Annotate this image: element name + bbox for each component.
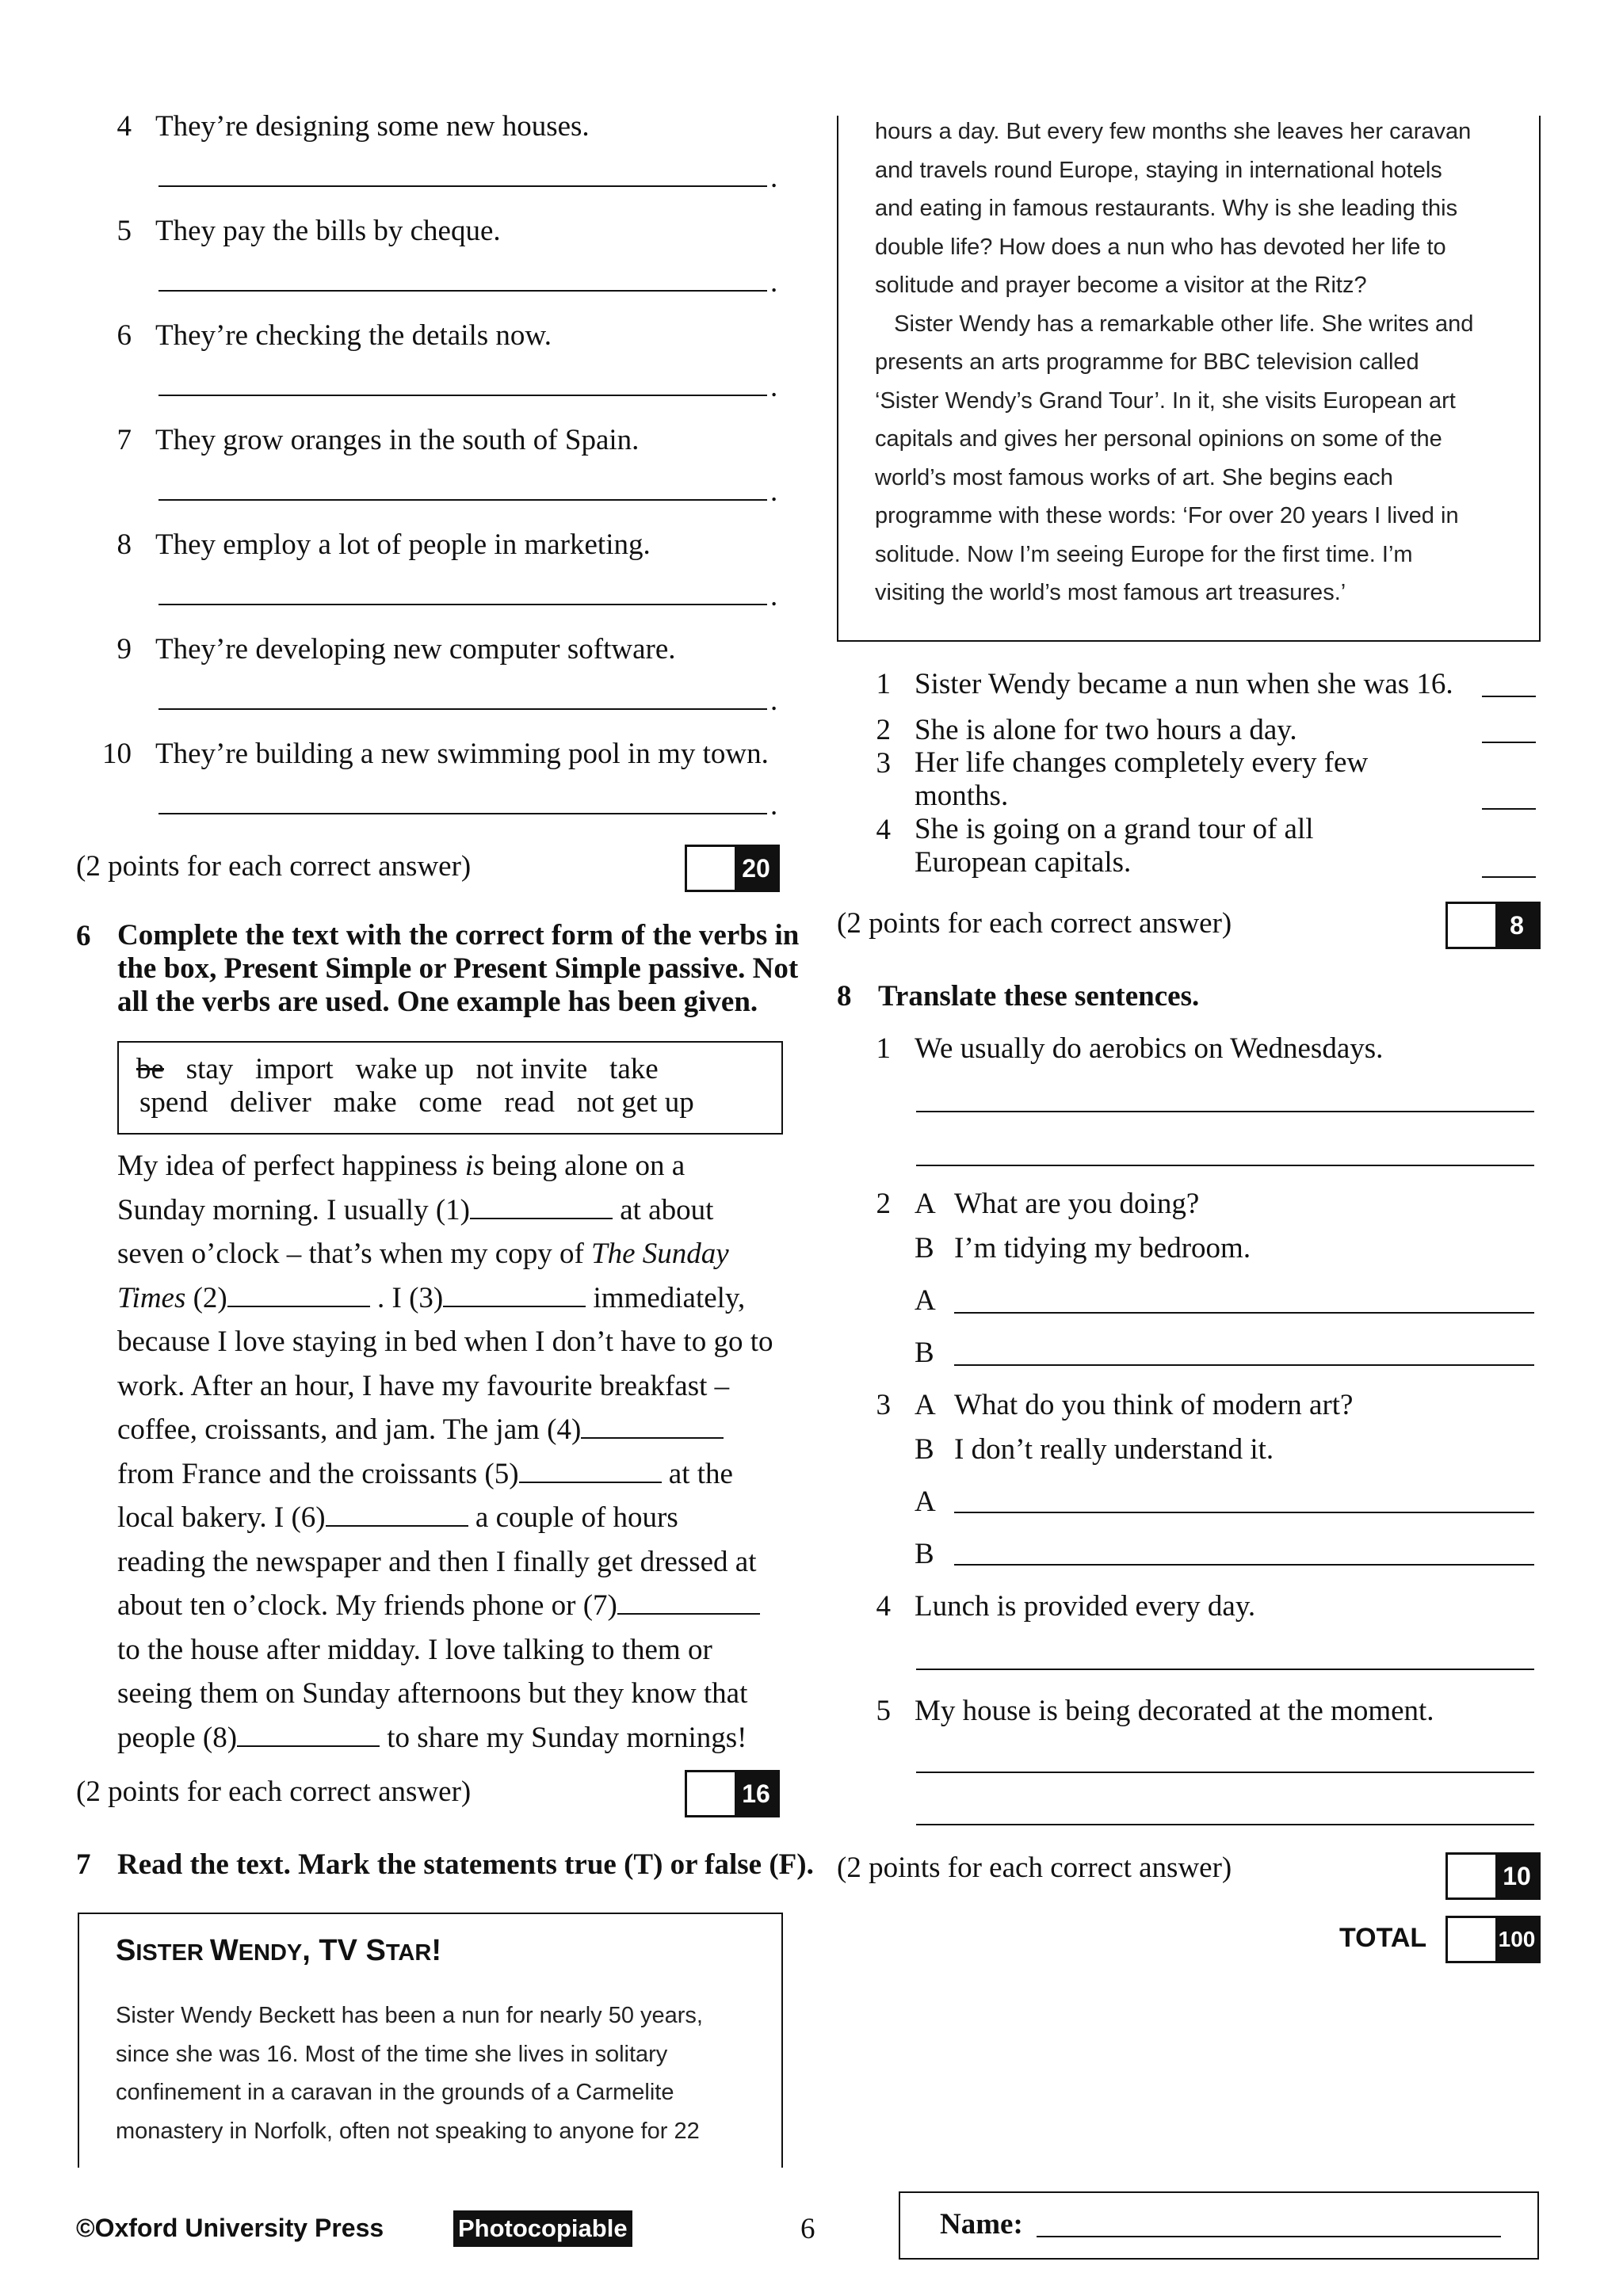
exercise-instruction: Translate these sentences. xyxy=(878,980,1200,1013)
gap-fill-text: My idea of perfect happiness is being alone on a Sunday morning. I usually (1) at about seven o’clock – that’s when my copy of The Sunday Times (2) . I (3) immediately, because I love staying in bed when I don’t have to go to work. After an hour, I have my favourite breakfast – coffee, croissants, and jam. The jam (4) from France and the croissants (5) at the local bakery. I (6) a couple of hours reading the newspaper and then I finally get dressed at about ten o’clock. My friends phone or (7) to the house after midday. I love talking to them or seeing them on Sunday afternoons but they know that people (8) to share my Sunday mornings! xyxy=(117,1150,773,1754)
statement-text: Sister Wendy became a nun when she was 16. xyxy=(915,668,1453,700)
page-number: 6 xyxy=(800,2213,815,2245)
answer-line[interactable] xyxy=(158,604,767,605)
verb-box-line: spend deliver make come read not get up xyxy=(139,1086,694,1119)
sentence: My house is being decorated at the moment. xyxy=(915,1695,1434,1727)
statement-text: Her life changes completely every few months. xyxy=(915,746,1369,812)
statement-text: She is alone for two hours a day. xyxy=(915,714,1297,746)
translation-line[interactable] xyxy=(954,1364,1534,1366)
tf-answer-line[interactable] xyxy=(1482,696,1536,697)
speaker-label: A xyxy=(915,1486,936,1518)
item-sentence: They pay the bills by cheque. xyxy=(155,215,501,247)
points-note: (2 points for each correct answer) xyxy=(837,1852,1232,1884)
score-box[interactable] xyxy=(685,845,780,892)
item-number: 7 xyxy=(116,424,132,456)
answer-line[interactable] xyxy=(158,395,767,396)
full-stop: . xyxy=(770,475,778,508)
item-number: 4 xyxy=(876,1590,891,1623)
gap-7[interactable] xyxy=(617,1589,760,1615)
sentence: We usually do aerobics on Wednesdays. xyxy=(915,1032,1384,1065)
item-number: 9 xyxy=(116,633,132,666)
reading-title: SISTER WENDY, TV STAR! xyxy=(116,1934,441,1967)
statement-number: 2 xyxy=(876,714,891,746)
full-stop: . xyxy=(770,266,778,299)
gap-2[interactable] xyxy=(227,1282,370,1307)
points-note: (2 points for each correct answer) xyxy=(76,1775,472,1808)
exercise-number: 6 xyxy=(76,920,91,952)
answer-line[interactable] xyxy=(158,499,767,501)
translation-line[interactable] xyxy=(916,1669,1534,1670)
translation-line[interactable] xyxy=(916,1165,1534,1166)
full-stop: . xyxy=(770,789,778,822)
sentence: What are you doing? xyxy=(954,1188,1200,1220)
total-label: TOTAL xyxy=(1339,1923,1427,1953)
score-value: 20 xyxy=(735,847,777,890)
item-number: 3 xyxy=(876,1389,891,1421)
translation-line[interactable] xyxy=(916,1824,1534,1825)
item-number: 5 xyxy=(116,215,132,247)
speaker-label: B xyxy=(915,1433,934,1466)
points-note: (2 points for each correct answer) xyxy=(837,907,1232,940)
full-stop: . xyxy=(770,162,778,194)
full-stop: . xyxy=(770,685,778,717)
instruction-line: the box, Present Simple or Present Simple passive. Not xyxy=(117,952,799,985)
item-number: 6 xyxy=(116,319,132,352)
score-box[interactable] xyxy=(1445,902,1541,949)
exercise-instruction xyxy=(117,919,799,1019)
gap-6[interactable] xyxy=(326,1501,468,1527)
sentence: Lunch is provided every day. xyxy=(915,1590,1256,1623)
speaker-label: A xyxy=(915,1389,936,1421)
item-sentence: They grow oranges in the south of Spain. xyxy=(155,424,640,456)
copyright: ©Oxford University Press xyxy=(76,2214,384,2242)
speaker-label: B xyxy=(915,1232,934,1264)
item-number: 8 xyxy=(116,528,132,561)
answer-line[interactable] xyxy=(158,708,767,710)
translation-line[interactable] xyxy=(954,1512,1534,1513)
name-label: Name: xyxy=(940,2208,1023,2241)
exercise-number: 8 xyxy=(837,980,852,1013)
statement-text: She is going on a grand tour of all European capitals. xyxy=(915,813,1314,879)
item-number: 4 xyxy=(116,110,132,143)
gap-3[interactable] xyxy=(443,1282,586,1307)
item-sentence: They’re designing some new houses. xyxy=(155,110,590,143)
instruction-line: all the verbs are used. One example has been given. xyxy=(117,986,758,1018)
name-input-line[interactable] xyxy=(1037,2236,1501,2237)
sentence: I don’t really understand it. xyxy=(954,1433,1274,1466)
item-sentence: They’re building a new swimming pool in my town. xyxy=(155,738,769,770)
score-value: 16 xyxy=(735,1772,777,1815)
item-number: 10 xyxy=(102,738,132,770)
full-stop: . xyxy=(770,371,778,403)
points-note: (2 points for each correct answer) xyxy=(76,850,472,883)
tf-answer-line[interactable] xyxy=(1482,876,1536,878)
gap-4[interactable] xyxy=(581,1413,724,1439)
instruction-line: Complete the text with the correct form of the verbs in xyxy=(117,919,800,952)
reading-passage-part-1: Sister Wendy Beckett has been a nun for nearly 50 years, since she was 16. Most of the time she lives in solitary confinement in a caravan in the grounds of a Carmelite monastery in Norfolk, often not speaking to anyone for 22 xyxy=(116,2003,703,2144)
speaker-label: B xyxy=(915,1538,934,1570)
item-number: 2 xyxy=(876,1188,891,1220)
speaker-label: A xyxy=(915,1284,936,1317)
translation-line[interactable] xyxy=(916,1111,1534,1112)
reading-passage-part-2: hours a day. But every few months she leaves her caravan and travels round Europe, staying in international hotels and eating in famous restaurants. Why is she leading this double life? How does a nun who has devoted her life to solitude and prayer become a visitor at the Ritz? Sister Wendy has a remarkable other life. She writes and presents an arts programme for BBC television called ‘Sister Wendy’s Grand Tour’. In it, she visits European art capitals and gives her personal opinions on some of the world’s most famous works of art. She begins each programme with these words: ‘For over 20 years I lived in solitude. Now I’m seeing Europe for the first time. I’m visiting the world’s most famous art treasures.’ xyxy=(875,119,1474,605)
photocopiable-badge: Photocopiable xyxy=(453,2210,632,2247)
translation-line[interactable] xyxy=(954,1312,1534,1314)
translation-line[interactable] xyxy=(916,1772,1534,1773)
item-number: 5 xyxy=(876,1695,891,1727)
statement-number: 4 xyxy=(876,814,891,846)
example-struck-verb: be xyxy=(136,1053,164,1085)
score-box[interactable] xyxy=(1445,1852,1541,1900)
gap-1[interactable] xyxy=(470,1194,613,1219)
answer-line[interactable] xyxy=(158,185,767,187)
speaker-label: A xyxy=(915,1188,936,1220)
verb-box-line xyxy=(136,1052,659,1087)
statement-number: 3 xyxy=(876,747,891,780)
verb-list: stay import wake up not invite take xyxy=(185,1053,659,1085)
item-sentence: They employ a lot of people in marketing. xyxy=(155,528,651,561)
statement-number: 1 xyxy=(876,668,891,700)
example-answer: is xyxy=(464,1150,485,1182)
total-score-value: 100 xyxy=(1495,1918,1538,1961)
sentence: What do you think of modern art? xyxy=(954,1389,1354,1421)
tf-answer-line[interactable] xyxy=(1482,808,1536,810)
total-score-box[interactable] xyxy=(1445,1916,1541,1963)
gap-5[interactable] xyxy=(519,1458,662,1483)
item-sentence: They’re developing new computer software. xyxy=(155,633,676,666)
score-value: 8 xyxy=(1495,904,1538,947)
tf-answer-line[interactable] xyxy=(1482,742,1536,743)
speaker-label: B xyxy=(915,1337,934,1369)
translation-line[interactable] xyxy=(954,1564,1534,1566)
full-stop: . xyxy=(770,580,778,612)
item-sentence: They’re checking the details now. xyxy=(155,319,552,352)
gap-8[interactable] xyxy=(237,1722,380,1747)
score-box[interactable] xyxy=(685,1770,780,1817)
exercise-number: 7 xyxy=(76,1848,91,1881)
exercise-instruction: Read the text. Mark the statements true (T) or false (F). xyxy=(117,1848,814,1881)
answer-line[interactable] xyxy=(158,290,767,292)
score-value: 10 xyxy=(1495,1855,1538,1897)
item-number: 1 xyxy=(876,1032,891,1065)
sentence: I’m tidying my bedroom. xyxy=(954,1232,1251,1264)
answer-line[interactable] xyxy=(158,813,767,814)
